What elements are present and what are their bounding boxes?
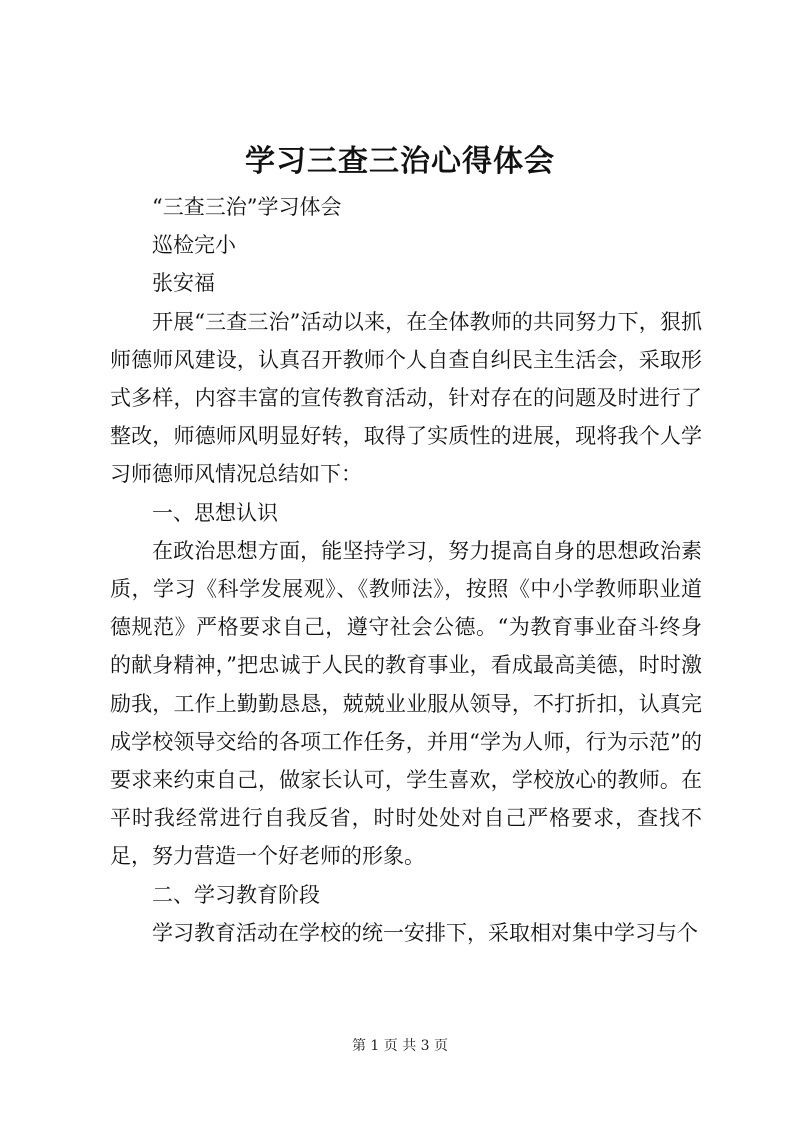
section-1-paragraph: 在政治思想方面，能坚持学习，努力提高自身的思想政治素质，学习《科学发展观》、《教师法》，按照《中小学教师职业道德规范》严格要求自己，遵守社会公德。“为教育事业奋斗终身的献身精神，”把忠诚于人民的教育事业，看成最高美德，时时激励我，工作上勤勤恳恳，兢兢业业服从领导，不打折扣，认真完成学校领导交给的各项工作任务，并用“学为人师，行为示范”的要求来约束自己，做家长认可，学生喜欢，学校放心的教师。在平时我经常进行自我反省，时时处处对自己严格要求，查找不足，努力营造一个好老师的形象。 [110, 538, 702, 869]
section-heading-1: 一、思想认识 [152, 500, 278, 525]
section-heading-2: 二、学习教育阶段 [152, 882, 320, 907]
author-name-paragraph: 张安福 [152, 271, 215, 296]
section-2-paragraph: 学习教育活动在学校的统一安排下，采取相对集中学习与个 [152, 920, 698, 945]
document-body [110, 188, 702, 952]
subtitle-paragraph: “三查三治”学习体会 [152, 195, 342, 219]
intro-paragraph: 开展“三查三治”活动以来，在全体教师的共同努力下，狠抓师德师风建设，认真召开教师个人自查自纠民主生活会，采取形式多样，内容丰富的宣传教育活动，针对存在的问题及时进行了整改，师德师风明显好转，取得了实质性的进展，现将我个人学习师德师风情况总结如下： [110, 309, 702, 487]
school-name-paragraph: 巡检完小 [152, 233, 236, 258]
document-title: 学习三查三治心得体会 [245, 144, 555, 179]
page-number-footer: 第 1 页 共 3 页 [351, 1038, 449, 1054]
